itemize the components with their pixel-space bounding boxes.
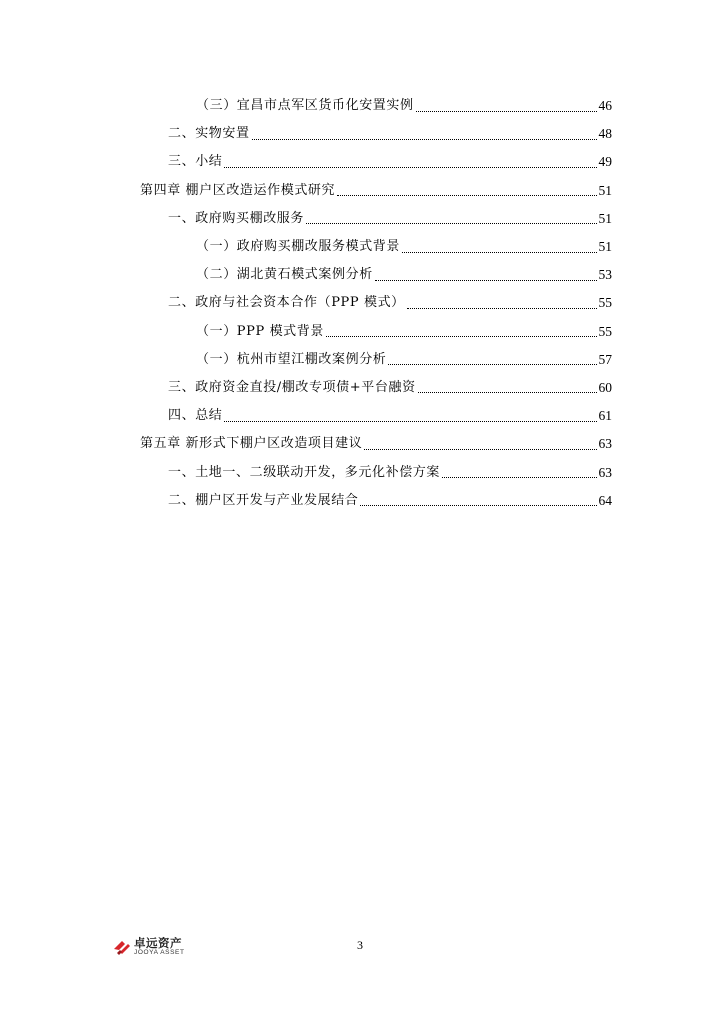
toc-entry[interactable]	[140, 318, 612, 346]
toc-entry[interactable]	[140, 458, 612, 486]
toc-entry-title: （一）杭州市望江棚改案例分析	[196, 351, 387, 367]
toc-entry-title: 二、实物安置	[168, 126, 250, 142]
toc-entry[interactable]	[140, 92, 612, 120]
logo-name-cn: 卓远资产	[134, 936, 182, 950]
toc-entry-title: （一）PPP 模式背景	[196, 323, 324, 339]
toc-dot-leader	[306, 207, 596, 224]
toc-dot-leader	[337, 179, 596, 196]
toc-entry-title: （一）政府购买棚改服务模式背景	[196, 239, 401, 255]
toc-entry-title: 四、总结	[168, 408, 223, 424]
toc-entry-page-number: 60	[598, 379, 612, 395]
toc-entry-page-number: 61	[598, 408, 612, 424]
toc-dot-leader	[416, 95, 597, 112]
toc-entry[interactable]	[140, 374, 612, 402]
toc-entry[interactable]	[140, 148, 612, 176]
toc-entry-page-number: 46	[598, 98, 612, 114]
toc-entry[interactable]	[140, 430, 612, 458]
toc-entry-title: 一、土地一、二级联动开发，多元化补偿方案	[168, 464, 441, 480]
toc-entry-title: 一、政府购买棚改服务	[168, 210, 305, 226]
toc-entry-page-number: 63	[598, 436, 612, 452]
toc-entry-page-number: 63	[598, 464, 612, 480]
toc-dot-leader	[360, 489, 596, 506]
toc-entry[interactable]	[140, 402, 612, 430]
toc-entry-page-number: 53	[598, 267, 612, 283]
toc-entry-page-number: 55	[598, 323, 612, 339]
toc-entry-page-number: 55	[598, 295, 612, 311]
toc-entry-title: 三、小结	[168, 154, 223, 170]
toc-entry[interactable]	[140, 233, 612, 261]
table-of-contents	[140, 92, 612, 515]
toc-dot-leader	[442, 461, 596, 478]
toc-entry[interactable]	[140, 120, 612, 148]
toc-entry-page-number: 51	[598, 210, 612, 226]
toc-entry[interactable]	[140, 289, 612, 317]
toc-dot-leader	[326, 320, 597, 337]
toc-entry-page-number: 57	[598, 351, 612, 367]
toc-dot-leader	[418, 376, 597, 393]
toc-dot-leader	[224, 151, 596, 168]
toc-entry-title: （三）宜昌市点军区货币化安置实例	[196, 98, 414, 114]
toc-entry-title: 三、政府资金直投/棚改专项债+平台融资	[168, 379, 416, 395]
toc-entry-page-number: 48	[598, 126, 612, 142]
toc-dot-leader	[407, 292, 597, 309]
toc-entry-title: 二、政府与社会资本合作（PPP 模式）	[168, 295, 405, 311]
toc-entry[interactable]	[140, 487, 612, 515]
toc-entry-title: 第五章 新形式下棚户区改造项目建议	[140, 436, 363, 452]
toc-entry-page-number: 51	[598, 239, 612, 255]
toc-dot-leader	[402, 236, 596, 253]
toc-dot-leader	[364, 433, 596, 450]
toc-dot-leader	[375, 264, 597, 281]
page-number: 3	[357, 938, 363, 952]
toc-entry[interactable]	[140, 205, 612, 233]
toc-entry-page-number: 49	[598, 154, 612, 170]
toc-entry-title: 第四章 棚户区改造运作模式研究	[140, 182, 336, 198]
toc-entry-page-number: 64	[598, 492, 612, 508]
toc-dot-leader	[388, 348, 596, 365]
toc-entry[interactable]	[140, 177, 612, 205]
toc-entry[interactable]	[140, 346, 612, 374]
toc-entry-page-number: 51	[598, 182, 612, 198]
toc-dot-leader	[252, 123, 597, 140]
logo-name-en: JOOYA ASSET	[134, 949, 185, 956]
toc-entry-title: （二）湖北黄石模式案例分析	[196, 267, 373, 283]
toc-entry[interactable]	[140, 261, 612, 289]
toc-entry-title: 二、棚户区开发与产业发展结合	[168, 492, 359, 508]
toc-dot-leader	[224, 405, 596, 422]
